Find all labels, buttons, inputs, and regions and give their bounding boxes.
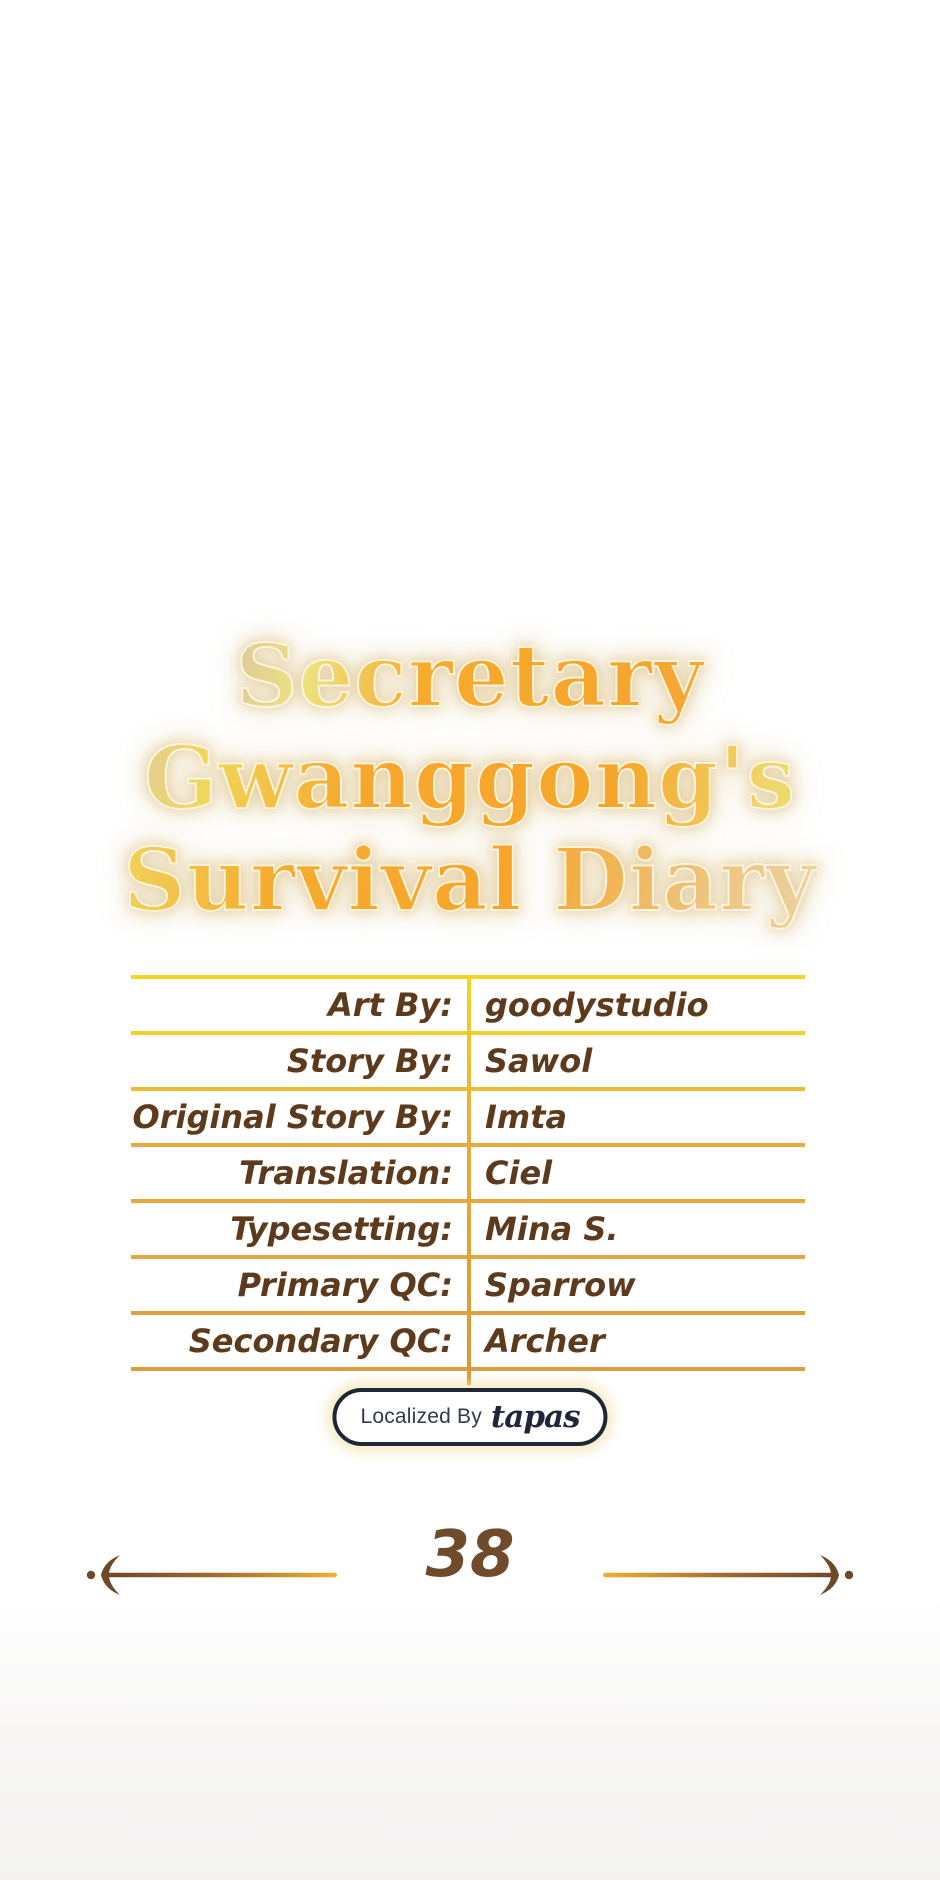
series-title-line-2 [0,728,940,830]
credit-label: Secondary QC: [188,1322,453,1360]
series-title-text-1: Secretary [235,626,705,727]
credit-value: Archer [485,1322,605,1360]
credit-label: Original Story By: [132,1098,453,1136]
localized-by-label: Localized By [360,1405,482,1428]
divider-arrow-left [80,1552,340,1598]
series-title-line-3 [0,830,940,932]
series-title-text-3: Survival Diary [123,830,817,931]
series-title-text-2: Gwanggong's [144,728,796,829]
arrow-line [107,1573,337,1577]
divider-arrow-right [600,1552,860,1598]
localized-by-badge [332,1388,607,1446]
credit-value: goodystudio [485,986,709,1024]
credit-label: Translation: [239,1154,453,1192]
credits-table [131,975,805,1371]
episode-number: 38 [425,1518,515,1592]
credit-value: Sparrow [485,1266,636,1304]
credit-value: Mina S. [485,1210,619,1248]
series-title-line-1 [0,626,940,728]
credit-label: Art By: [327,986,453,1024]
credit-value: Ciel [485,1154,553,1192]
series-title [0,626,940,932]
tapas-logo: tapas [490,1399,580,1435]
arrow-dot [845,1571,853,1579]
credit-label: Primary QC: [237,1266,453,1304]
credit-value: Imta [485,1098,568,1136]
credit-value: Sawol [485,1042,593,1080]
credit-label: Typesetting: [230,1210,453,1248]
table-column-divider [467,975,471,1392]
arrow-line [603,1573,833,1577]
credit-label: Story By: [286,1042,453,1080]
arrow-dot [87,1571,95,1579]
